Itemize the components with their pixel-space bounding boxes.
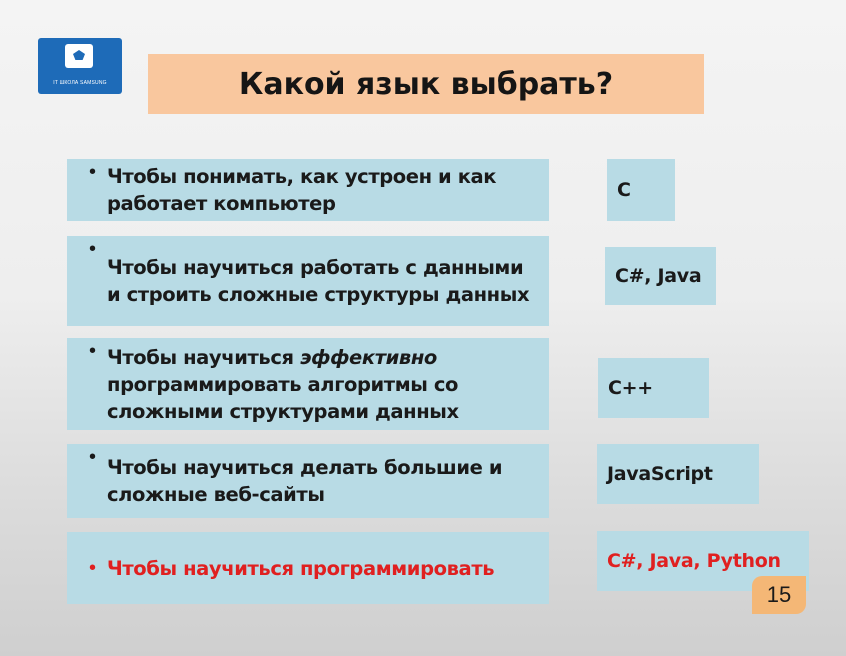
reason-text-start: Чтобы научиться [107,345,300,369]
bullet: • [89,446,97,468]
language-box-2: C#, Java [605,247,716,305]
reason-row-1 [67,159,549,221]
bullet: • [89,161,97,183]
language-box-3: C++ [598,358,709,418]
reason-row-3 [67,338,549,430]
reason-text: Чтобы научиться программировать [107,556,495,580]
samsung-it-school-logo [38,38,122,94]
page-number-badge: 15 [752,576,806,614]
language-box-1: C [607,159,675,221]
bullet: • [89,340,97,362]
reason-row-4 [67,444,549,518]
title-banner [148,54,704,114]
slide-title: Какой язык выбрать? [238,66,614,102]
reason-text: Чтобы понимать, как устроен и как работает компьютер [107,165,497,215]
language-box-4: JavaScript [597,444,759,504]
graduation-cap-icon [65,44,93,68]
reason-text-emphasis: эффективно [300,345,437,369]
bullet: • [89,556,97,579]
logo-text: IT ШКОЛА SAMSUNG [53,80,107,86]
reason-text: Чтобы научиться делать большие и сложные веб-сайты [107,456,503,506]
reason-row-2 [67,236,549,326]
reason-text: Чтобы научиться работать с данными и строить сложные структуры данных [107,256,530,306]
reason-row-5 [67,532,549,604]
language-box-5: C#, Java, Python [597,531,809,591]
reason-text-end: программировать алгоритмы со сложными структурами данных [107,372,459,423]
bullet: • [89,238,97,260]
reason-text [107,344,539,425]
